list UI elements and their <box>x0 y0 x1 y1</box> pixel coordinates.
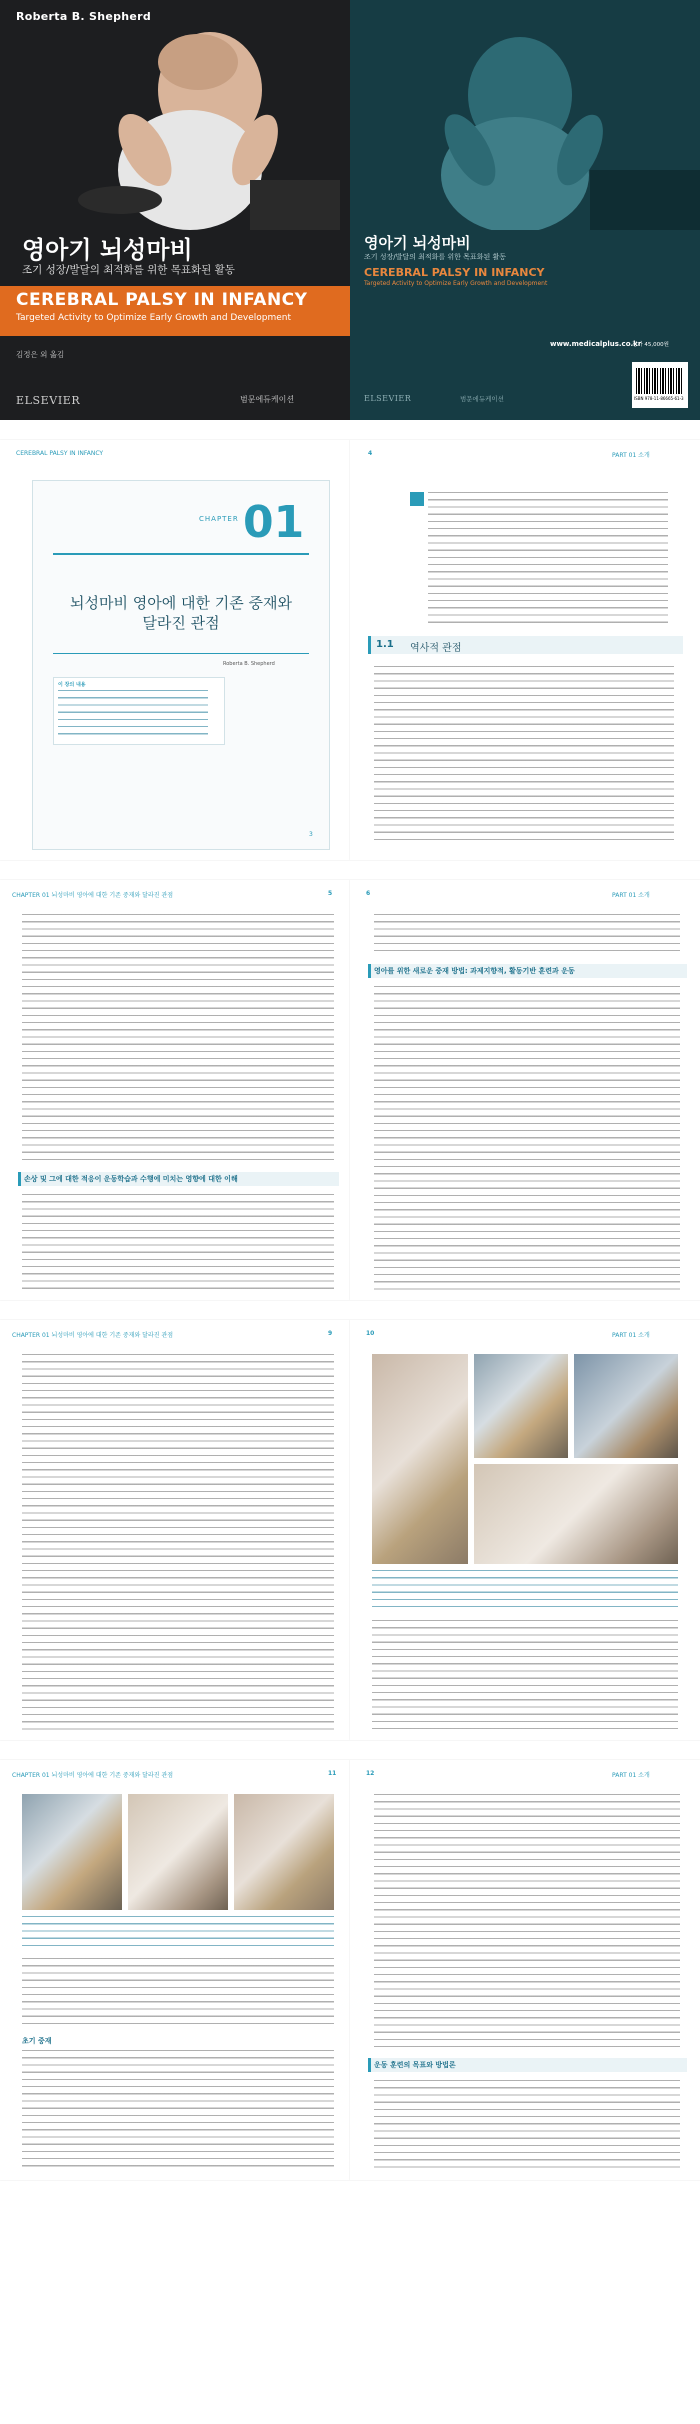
running-head: PART 01 소개 <box>612 1332 650 1339</box>
figure-photo-c <box>234 1794 334 1910</box>
baby-photo <box>0 0 350 230</box>
back-subtitle-english: Targeted Activity to Optimize Early Growth and Development <box>364 280 548 287</box>
body-text-2 <box>22 2050 334 2170</box>
section-heading: 운동 훈련의 목표와 방법론 <box>374 2061 456 2069</box>
isbn: ISBN 978-11-86665-61-3 <box>634 396 684 401</box>
chapter-contents-list <box>58 690 208 740</box>
page-number: 9 <box>328 1330 333 1337</box>
back-title-english: CEREBRAL PALSY IN INFANCY <box>364 266 545 279</box>
back-publisher-name: 범문에듀케이션 <box>460 395 504 403</box>
front-cover <box>0 0 350 420</box>
chapter-rule-bottom <box>53 653 309 654</box>
chapter-title-line2: 달라진 관점 <box>142 614 220 632</box>
chapter-rule <box>53 553 309 555</box>
page-number: 5 <box>328 890 333 897</box>
page-5 <box>0 880 350 1300</box>
page-number: 11 <box>328 1770 337 1777</box>
chapter-label: CHAPTER <box>199 515 239 523</box>
section-heading: 영아를 위한 새로운 중재 방법: 과제지향적, 활동기반 훈련과 운동 <box>374 967 575 975</box>
back-subtitle: 조기 성장/발달의 최적화를 위한 목표화된 활동 <box>364 253 506 261</box>
running-head: CHAPTER 01 뇌성마비 영아에 대한 기존 중재와 달라진 관점 <box>12 1772 174 1779</box>
figure-photo-c <box>574 1354 678 1458</box>
page-6 <box>350 880 700 1300</box>
back-title: 영아기 뇌성마비 <box>364 234 471 252</box>
cover-subtitle-english: Targeted Activity to Optimize Early Growth and Development <box>16 313 291 323</box>
chapter-title-line1: 뇌성마비 영아에 대한 기존 중재와 <box>70 594 292 612</box>
page-4 <box>350 440 700 860</box>
body-text <box>22 1354 334 1730</box>
cover-title-english: CEREBRAL PALSY IN INFANCY <box>16 290 308 310</box>
section-title: 역사적 관점 <box>410 643 462 654</box>
translator: 김정은 외 옮김 <box>16 350 65 359</box>
running-head: PART 01 소개 <box>612 1772 650 1779</box>
subsection-heading: 초기 중재 <box>22 2037 52 2045</box>
page-number: 10 <box>366 1330 375 1337</box>
body-text <box>22 1958 334 2028</box>
back-publisher-logo: ELSEVIER <box>364 394 412 403</box>
section-number: 1.1 <box>376 639 394 650</box>
section-heading: 손상 및 그에 대한 적응이 운동학습과 수행에 미치는 영향에 대한 이해 <box>24 1175 238 1183</box>
cover-title: 영아기 뇌성마비 <box>22 236 193 264</box>
intro-paragraph <box>428 492 668 626</box>
price: 정가 45,000원 <box>632 342 669 348</box>
chapter-contents-heading: 이 장의 내용 <box>58 682 86 688</box>
back-cover-photo <box>350 0 700 230</box>
back-cover <box>350 0 700 420</box>
page-number: 3 <box>309 831 313 838</box>
publisher-name: 범문에듀케이션 <box>240 395 295 404</box>
chapter-number: 01 <box>243 497 305 548</box>
barcode-bars <box>636 368 684 394</box>
chapter-author: Roberta B. Shepherd <box>223 661 275 667</box>
page-12 <box>350 1760 700 2180</box>
running-head: CHAPTER 01 뇌성마비 영아에 대한 기존 중재와 달라진 관점 <box>12 892 174 899</box>
running-head: PART 01 소개 <box>612 452 650 459</box>
cover-subtitle: 조기 성장/발달의 최적화를 위한 목표화된 활동 <box>22 264 235 276</box>
page-number: 12 <box>366 1770 375 1777</box>
figure-photo-b <box>474 1354 568 1458</box>
running-head: CEREBRAL PALSY IN INFANCY <box>16 450 104 457</box>
page-9 <box>0 1320 350 1740</box>
body-text <box>374 914 680 956</box>
body-text <box>374 666 674 844</box>
body-text-2 <box>374 986 680 1290</box>
publisher-logo: ELSEVIER <box>16 394 81 407</box>
body-text <box>22 914 334 1164</box>
chapter-opener <box>32 480 330 850</box>
barcode <box>632 362 688 408</box>
author-name: Roberta B. Shepherd <box>16 10 152 23</box>
body-text-2 <box>22 1194 334 1290</box>
page-11 <box>0 1760 350 2180</box>
page-number: 4 <box>368 450 373 457</box>
chapter-title <box>43 593 319 633</box>
figure-photo-d <box>474 1464 678 1564</box>
body-text <box>372 1620 678 1730</box>
publisher-url: www.medicalplus.co.kr <box>550 340 642 348</box>
figure-photo-a <box>22 1794 122 1910</box>
figure-caption <box>372 1570 678 1610</box>
page-number: 6 <box>366 890 371 897</box>
running-head: CHAPTER 01 뇌성마비 영아에 대한 기존 중재와 달라진 관점 <box>12 1332 174 1339</box>
drop-cap <box>410 492 424 506</box>
running-head: PART 01 소개 <box>612 892 650 899</box>
body-text-2 <box>374 2080 680 2170</box>
figure-caption <box>22 1916 334 1950</box>
figure-photo-a <box>372 1354 468 1564</box>
chapter-contents <box>53 677 225 745</box>
figure-photo-b <box>128 1794 228 1910</box>
page-10 <box>350 1320 700 1740</box>
body-text <box>374 1794 680 2050</box>
